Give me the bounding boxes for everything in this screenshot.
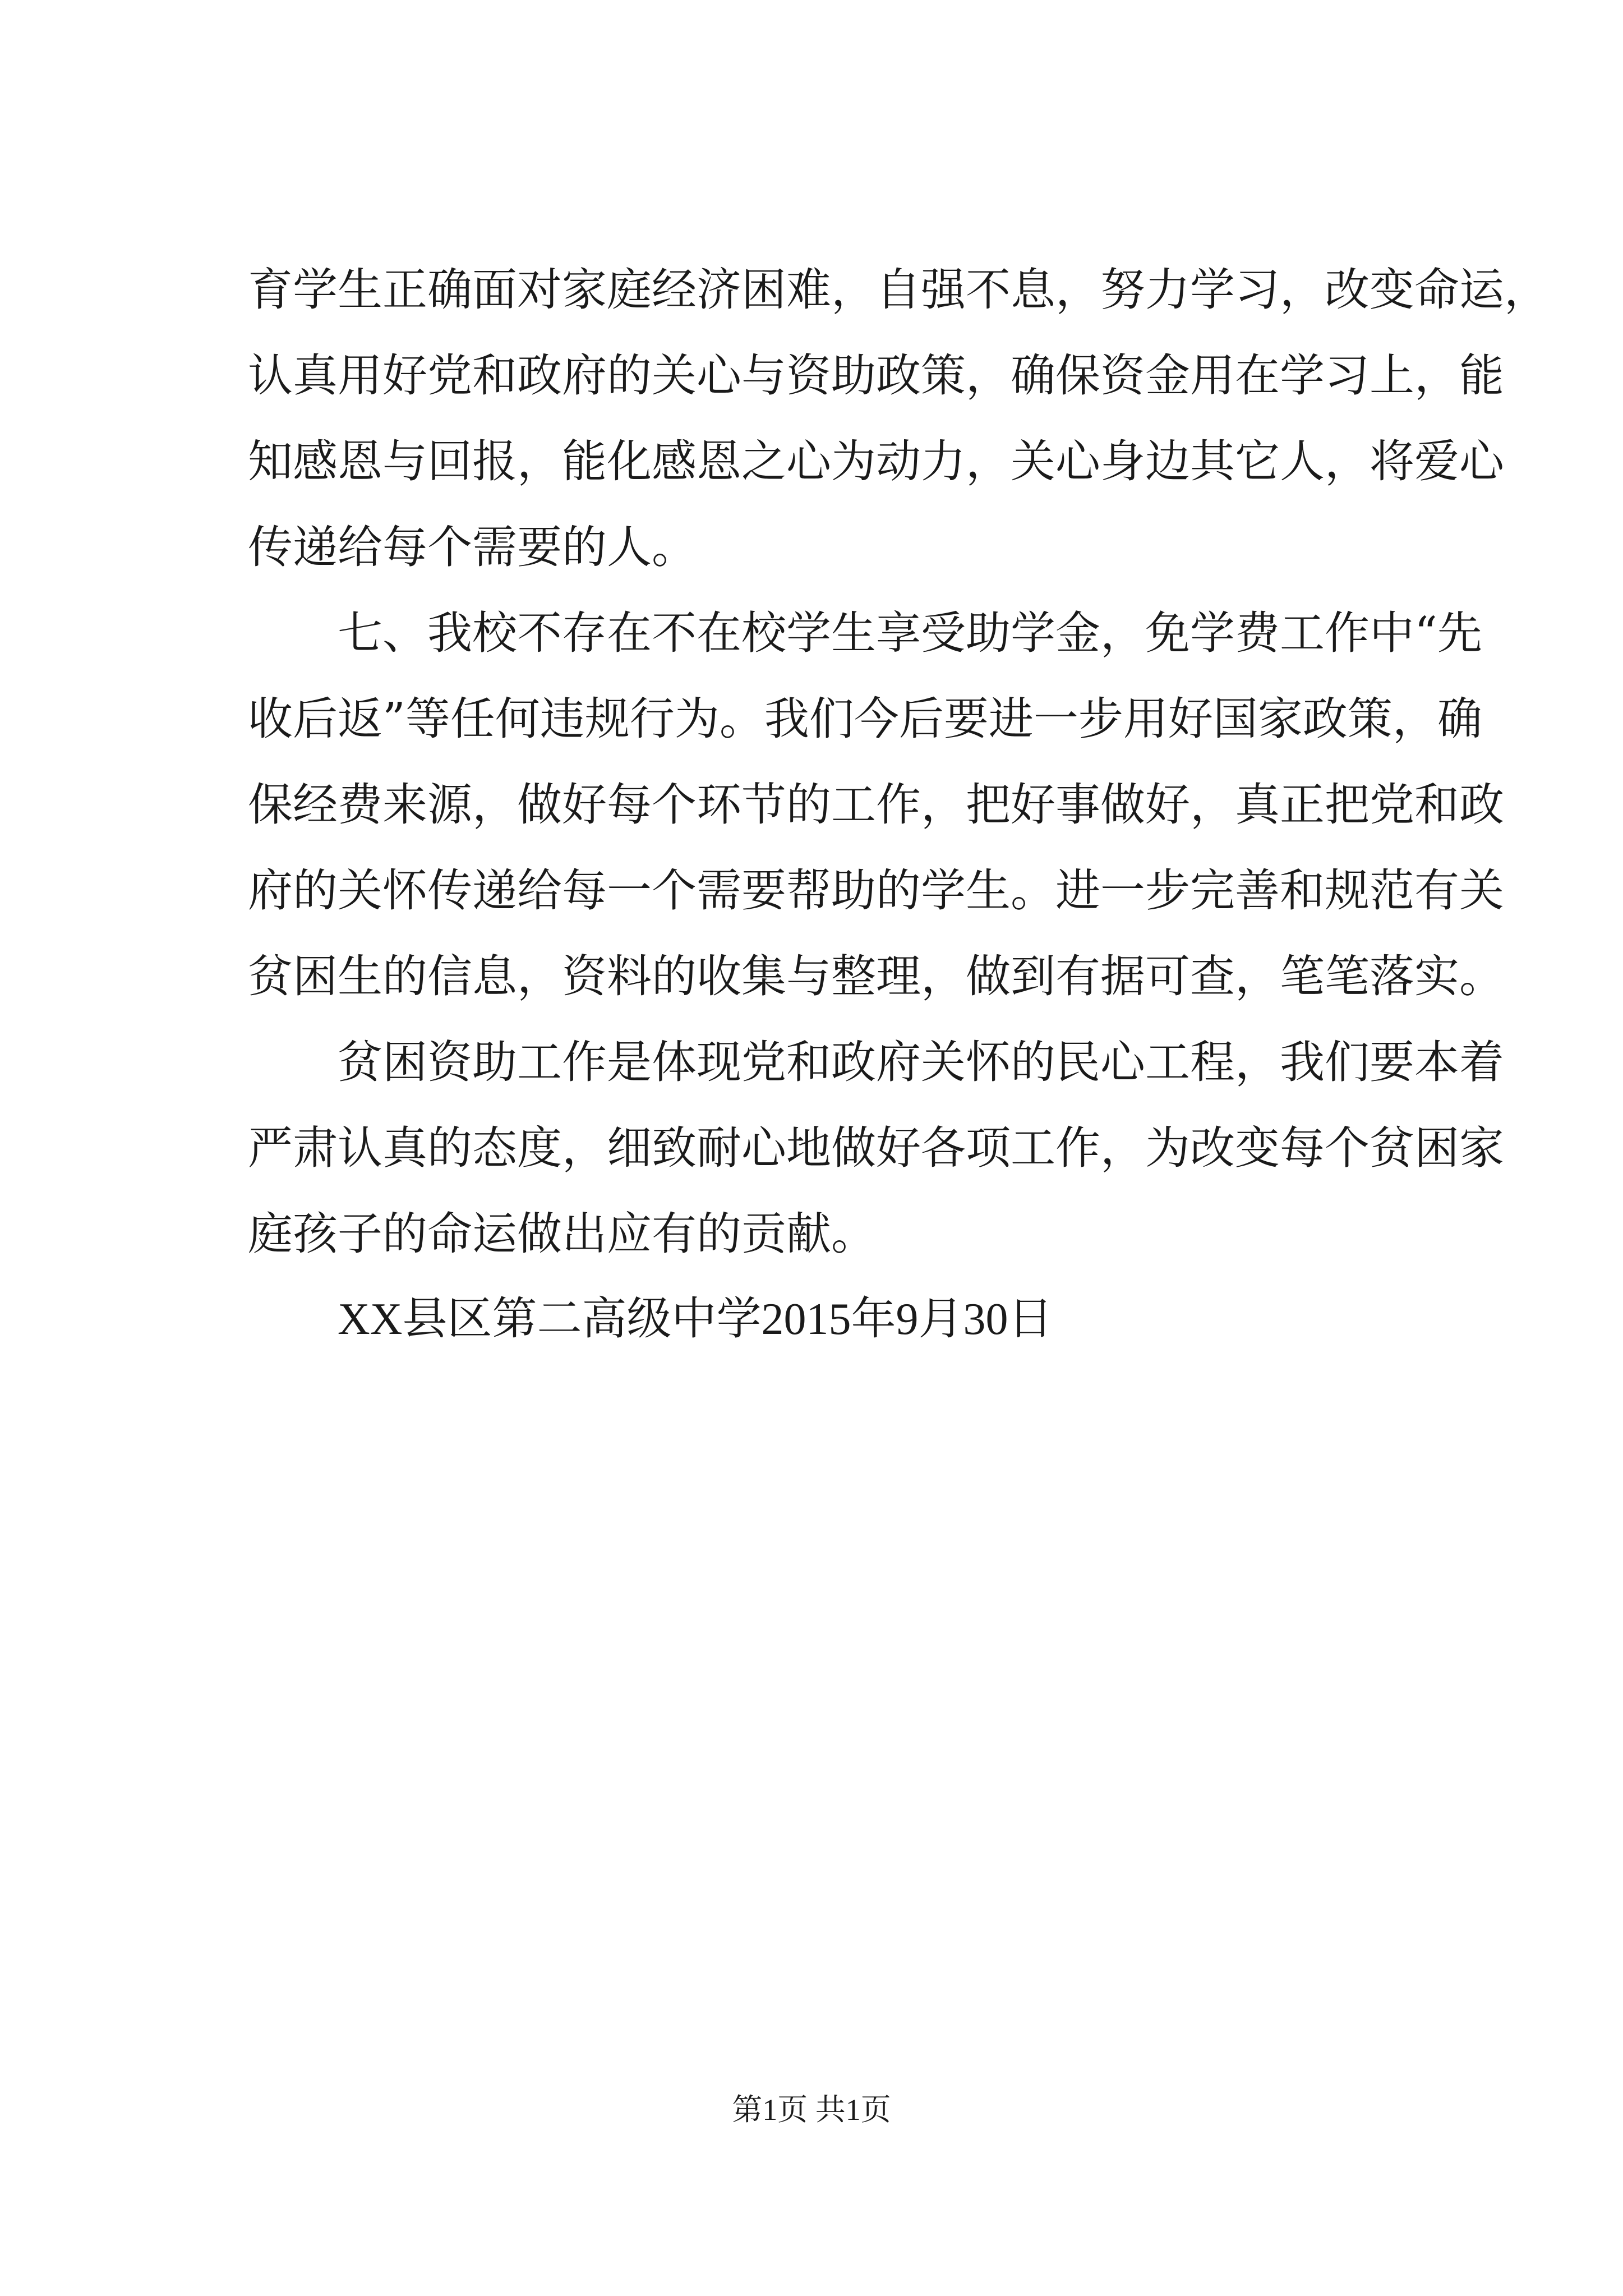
paragraph-line: 认真用好党和政府的关心与资助政策，确保资金用在学习上，能 — [248, 349, 1504, 402]
page-number-label: 第1页 共1页 — [732, 2093, 891, 2127]
paragraph-line: 育学生正确面对家庭经济困难，自强不息，努力学习，改变命运， — [248, 264, 1549, 316]
paragraph-line: 贫困生的信息，资料的收集与整理，做到有据可查，笔笔落实。 — [248, 950, 1504, 1002]
paragraph-line: 保经费来源，做好每个环节的工作，把好事做好，真正把党和政 — [248, 779, 1504, 831]
paragraph-line: 贫困资助工作是体现党和政府关怀的民心工程，我们要本着 — [338, 1036, 1504, 1088]
paragraph-line: 府的关怀传递给每一个需要帮助的学生。进一步完善和规范有关 — [248, 864, 1504, 917]
paragraph-line: 七、我校不存在不在校学生享受助学金，免学费工作中“先 — [338, 607, 1482, 659]
paragraph-line: 庭孩子的命运做出应有的贡献。 — [248, 1208, 876, 1260]
paragraph-line: 传递给每个需要的人。 — [248, 521, 697, 573]
paragraph-line: 知感恩与回报，能化感恩之心为动力，关心身边其它人，将爱心 — [248, 435, 1504, 487]
signature-line: XX县区第二高级中学2015年9月30日 — [338, 1295, 1053, 1344]
paragraph-line: 严肃认真的态度，细致耐心地做好各项工作，为改变每个贫困家 — [248, 1122, 1504, 1174]
paragraph-line: 收后返”等任何违规行为。我们今后要进一步用好国家政策，确 — [248, 693, 1482, 745]
document-body — [248, 247, 1549, 1363]
page-footer — [0, 2090, 1623, 2129]
